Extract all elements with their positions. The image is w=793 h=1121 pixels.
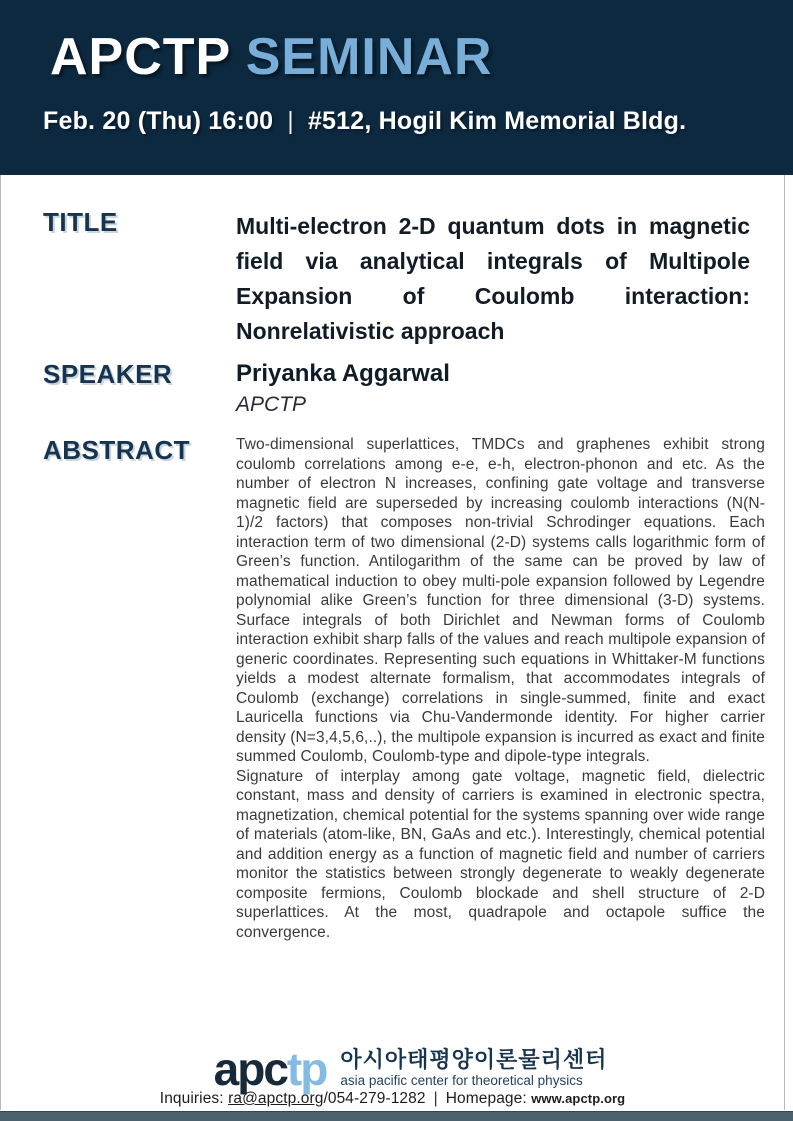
- inquiries-label: Inquiries:: [159, 1090, 224, 1107]
- datetime-text: Feb. 20 (Thu) 16:00: [43, 106, 274, 135]
- abstract-section: [1, 435, 784, 942]
- logo-text-tp: tp: [286, 1043, 327, 1095]
- speaker-affiliation: APCTP: [236, 393, 307, 416]
- speaker-info: [236, 359, 450, 419]
- org-name-english: asia pacific center for theoretical physics: [340, 1072, 583, 1088]
- abstract-paragraph: Signature of interplay among gate voltage, magnetic field, dielectric constant, mass and density of carriers is examined in electronic spectra, magnetization, chemical potential for the systems spanning over wide range of materials (atom-like, BN, GaAs and etc.). Interestingly, chemical potential and addition energy as a function of magnetic field and number of carriers monitor the statistics between strongly degenerate to weakly degenerate composite fermions, Coulomb blockade and shell structure of 2-D superlattices. At the most, quadrapole and octapole suffice the convergence.: [236, 767, 765, 941]
- title-label: TITLE: [43, 207, 118, 237]
- abstract-text: [236, 435, 765, 942]
- title-word-seminar: SEMINAR: [245, 28, 493, 86]
- abstract-label: ABSTRACT: [43, 435, 190, 465]
- inquiries-line: [1, 1090, 784, 1108]
- poster-body: [0, 175, 785, 1110]
- speaker-label: SPEAKER: [43, 359, 173, 389]
- apctp-logo: [213, 1043, 608, 1095]
- seminar-title-text: Multi-electron 2-D quantum dots in magnetic field via analytical integrals of Multipole Expansion of Coulomb interaction: Nonrelativistic approach: [236, 213, 750, 344]
- logo-text-apc: apc: [213, 1043, 287, 1095]
- homepage-label: Homepage:: [445, 1090, 527, 1107]
- title-word-apctp: APCTP: [50, 28, 231, 86]
- abstract-paragraph: Two-dimensional superlattices, TMDCs and graphenes exhibit strong coulomb correlations among e-e, e-h, electron-phonon and etc. As the number of electron N increases, confining gate voltage and transverse magnetic field are superseded by increasing coulomb interactions (N(N- 1)/2 factors) that composes non-trivial Schrodinger equations. Each interaction term of two dimensional (2-D) systems calls logarithmic form of Green’s function. Antilogarithm of the same can be proved by law of mathematical induction to obey multi-pole expansion followed by Legendre polynomial alike Green’s function for three dimensional (3-D) systems. Surface integrals of both Dirichlet and Newman forms of Coulomb interaction exhibit sharp falls of the values and reach multipole expansion of generic coordinates. Representing such equations in Whittaker-M functions yields a modest alternate formalism, that accommodates integrals of Coulomb (exchange) correlations in single-summed, finite and exact Lauricella functions via Chu-Vandermonde identity. For higher carrier density (N=3,4,5,6,..), the multipole expansion is incurred as exact and finite summed Coulomb, Coulomb-type and dipole-type integrals.: [236, 436, 765, 765]
- homepage-url: www.apctp.org: [531, 1091, 626, 1106]
- speaker-name: Priyanka Aggarwal: [236, 360, 450, 387]
- page-title: [50, 30, 793, 85]
- speaker-section: [1, 359, 784, 419]
- title-label-column: [1, 207, 236, 238]
- apctp-wordmark: [213, 1043, 327, 1095]
- separator-bar: |: [287, 106, 294, 135]
- separator-bar: |: [433, 1090, 438, 1107]
- header-banner: [0, 0, 793, 175]
- org-name-korean: 아시아태평양이론물리센터: [340, 1046, 608, 1072]
- title-section: [1, 175, 784, 349]
- bottom-edge-bar: [0, 1111, 793, 1121]
- speaker-label-column: [1, 359, 236, 390]
- abstract-label-column: [1, 435, 236, 466]
- location-text: #512, Hogil Kim Memorial Bldg.: [307, 106, 687, 135]
- org-names: [340, 1047, 607, 1088]
- date-location-line: [43, 107, 793, 136]
- phone-text: /054-279-1282: [323, 1090, 426, 1107]
- email-link[interactable]: ra@apctp.org: [228, 1090, 324, 1107]
- footer: [1, 1044, 784, 1108]
